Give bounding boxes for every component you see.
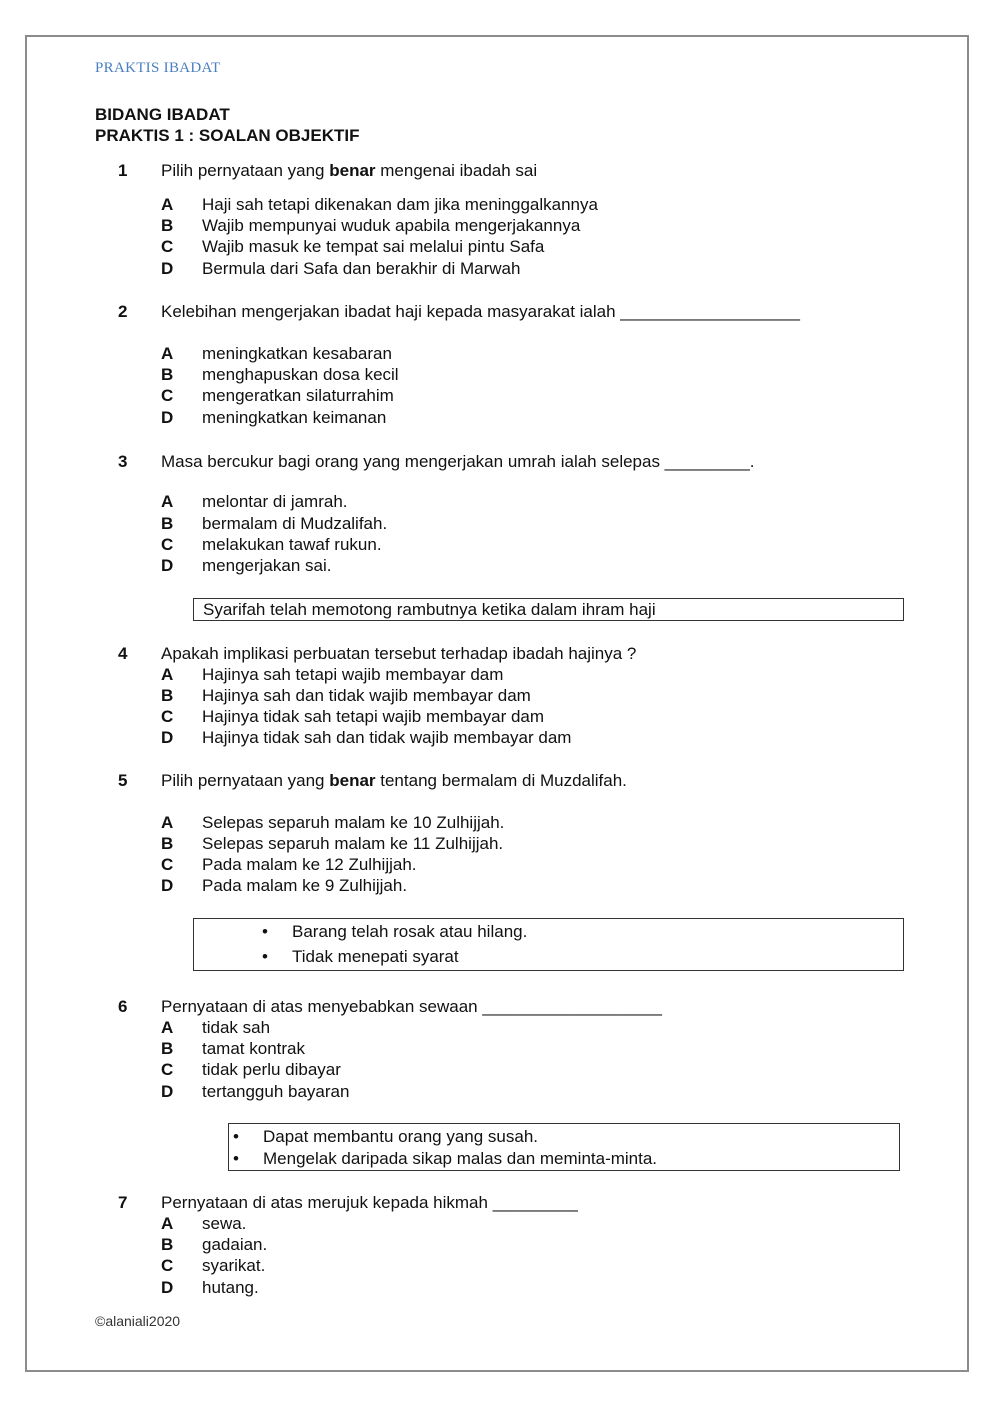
stem-bullet-item: • Tidak menepati syarat bbox=[262, 947, 459, 966]
bullet-icon: • bbox=[262, 947, 268, 966]
question-text: Kelebihan mengerjakan ibadat haji kepada masyarakat ialah ___________________ bbox=[161, 302, 800, 321]
option[interactable]: C tidak perlu dibayar bbox=[161, 1060, 341, 1079]
stem-box bbox=[193, 918, 904, 971]
option[interactable]: C syarikat. bbox=[161, 1256, 266, 1275]
option[interactable]: D Pada malam ke 9 Zulhijjah. bbox=[161, 876, 408, 895]
stem-box bbox=[228, 1123, 900, 1171]
option[interactable]: D Hajinya tidak sah dan tidak wajib membayar dam bbox=[161, 728, 572, 747]
bullet-icon: • bbox=[233, 1149, 239, 1168]
option[interactable]: A tidak sah bbox=[161, 1018, 271, 1037]
question-text: Masa bercukur bagi orang yang mengerjakan umrah ialah selepas _________. bbox=[161, 452, 755, 471]
option[interactable]: B tamat kontrak bbox=[161, 1039, 305, 1058]
section-title: BIDANG IBADAT bbox=[95, 105, 230, 124]
stem-bullet-item: • Mengelak daripada sikap malas dan meminta-minta. bbox=[233, 1149, 658, 1168]
question-text: Apakah implikasi perbuatan tersebut terhadap ibadah hajinya ? bbox=[161, 644, 637, 663]
option[interactable]: A meningkatkan kesabaran bbox=[161, 344, 392, 363]
option[interactable]: C melakukan tawaf rukun. bbox=[161, 535, 382, 554]
option[interactable]: A melontar di jamrah. bbox=[161, 492, 348, 511]
option[interactable]: D meningkatkan keimanan bbox=[161, 408, 387, 427]
question-text: Pernyataan di atas menyebabkan sewaan ___________________ bbox=[161, 997, 662, 1016]
option[interactable]: A Hajinya sah tetapi wajib membayar dam bbox=[161, 665, 504, 684]
question-number: 2 bbox=[118, 302, 128, 321]
question-text: Pilih pernyataan yang benar tentang bermalam di Muzdalifah. bbox=[161, 771, 627, 790]
option[interactable]: B bermalam di Mudzalifah. bbox=[161, 514, 388, 533]
option[interactable]: B Selepas separuh malam ke 11 Zulhijjah. bbox=[161, 834, 504, 853]
stem-bullet-item: • Dapat membantu orang yang susah. bbox=[233, 1127, 539, 1146]
option[interactable]: B menghapuskan dosa kecil bbox=[161, 365, 399, 384]
option[interactable]: C Hajinya tidak sah tetapi wajib membayar dam bbox=[161, 707, 545, 726]
practice-title: PRAKTIS 1 : SOALAN OBJEKTIF bbox=[95, 126, 360, 145]
question-text: Pernyataan di atas merujuk kepada hikmah _________ bbox=[161, 1193, 578, 1212]
question-number: 4 bbox=[118, 644, 128, 663]
option[interactable]: D Bermula dari Safa dan berakhir di Marwah bbox=[161, 259, 521, 278]
bullet-icon: • bbox=[233, 1127, 239, 1146]
option[interactable]: A Selepas separuh malam ke 10 Zulhijjah. bbox=[161, 813, 505, 832]
option[interactable]: D hutang. bbox=[161, 1278, 259, 1297]
copyright-footer: ©alaniali2020 bbox=[95, 1313, 181, 1329]
question-text: Pilih pernyataan yang benar mengenai ibadah sai bbox=[161, 161, 538, 180]
option[interactable]: B gadaian. bbox=[161, 1235, 268, 1254]
question-number: 6 bbox=[118, 997, 128, 1016]
stem-text: Syarifah telah memotong rambutnya ketika dalam ihram haji bbox=[203, 600, 656, 619]
bullet-icon: • bbox=[262, 922, 268, 941]
option[interactable]: C mengeratkan silaturrahim bbox=[161, 386, 394, 405]
stem-bullet-item: • Barang telah rosak atau hilang. bbox=[262, 922, 528, 941]
question-number: 5 bbox=[118, 771, 128, 790]
question-number: 3 bbox=[118, 452, 128, 471]
option[interactable]: B Hajinya sah dan tidak wajib membayar dam bbox=[161, 686, 531, 705]
option[interactable]: C Pada malam ke 12 Zulhijjah. bbox=[161, 855, 417, 874]
stem-box bbox=[193, 598, 904, 621]
option[interactable]: A Haji sah tetapi dikenakan dam jika meninggalkannya bbox=[161, 195, 598, 214]
option[interactable]: D tertangguh bayaran bbox=[161, 1082, 350, 1101]
page-header: PRAKTIS IBADAT bbox=[95, 60, 221, 76]
option[interactable]: D mengerjakan sai. bbox=[161, 556, 332, 575]
question-number: 7 bbox=[118, 1193, 128, 1212]
option[interactable]: C Wajib masuk ke tempat sai melalui pintu Safa bbox=[161, 237, 545, 256]
option[interactable]: A sewa. bbox=[161, 1214, 247, 1233]
option[interactable]: B Wajib mempunyai wuduk apabila mengerjakannya bbox=[161, 216, 581, 235]
question-number: 1 bbox=[118, 161, 128, 180]
